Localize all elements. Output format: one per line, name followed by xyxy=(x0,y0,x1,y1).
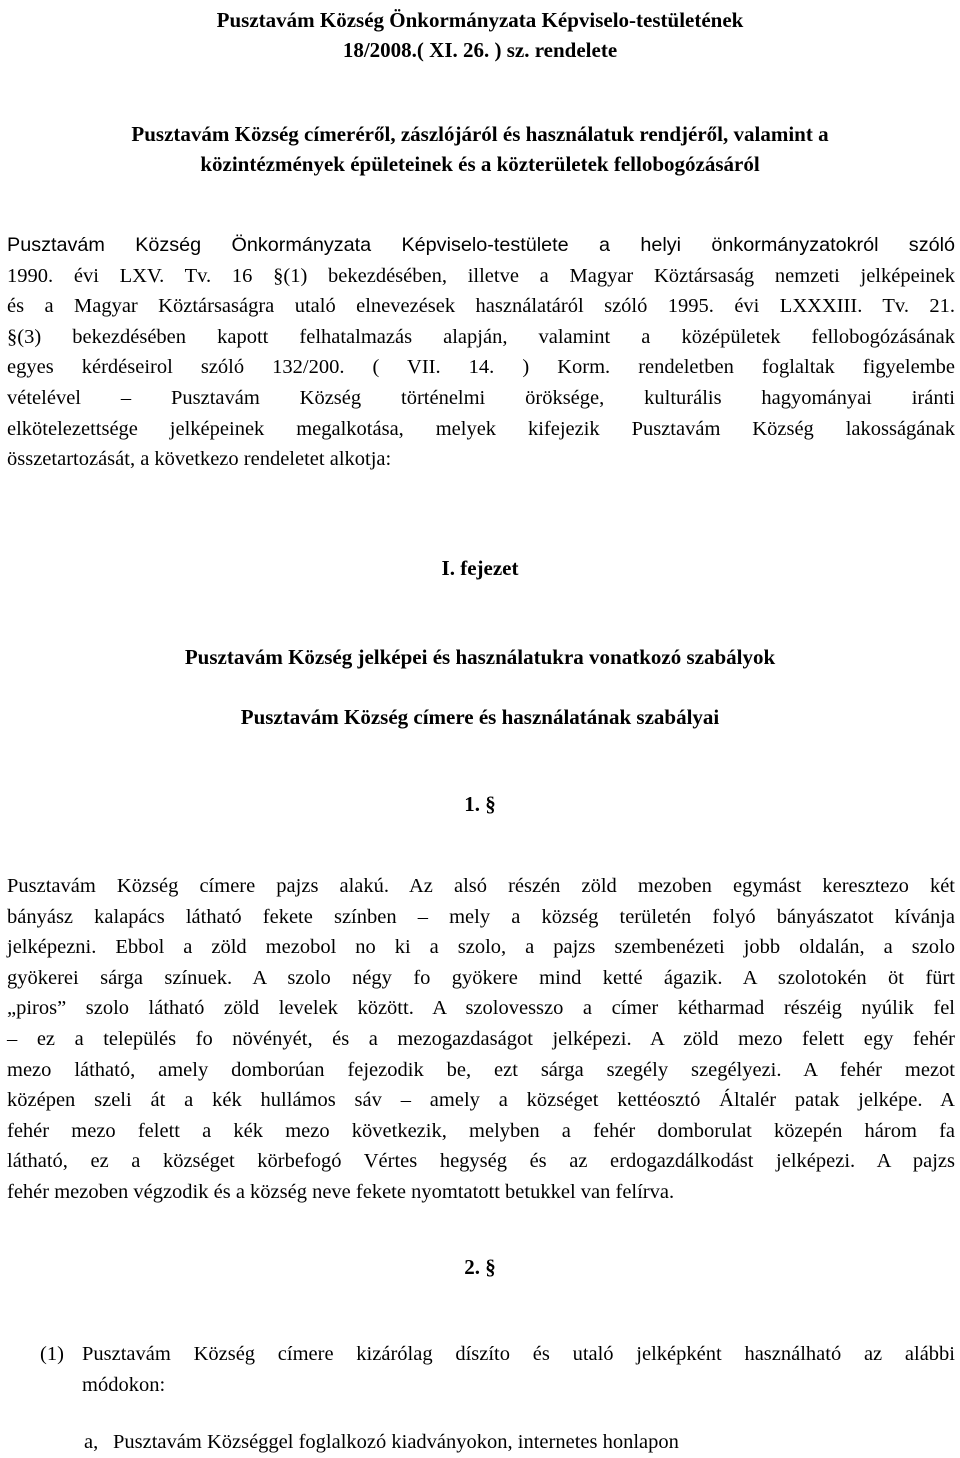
section-1-line: mezo látható, amely domborúan fejezodik be, ezt sárga szegély szegélyezi. A fehér mezot xyxy=(7,1058,955,1081)
section-1-line: gyökerei sárga színuek. A szolo négy fo gyökere mind ketté ágazik. A szolotokén öt fürt xyxy=(7,966,955,989)
preamble-line: összetartozását, a következo rendeletet alkotja: xyxy=(7,448,392,471)
preamble-line: egyes kérdéseirol szóló 132/200. ( VII. 14. ) Korm. rendeletben foglaltak figyelembe xyxy=(7,356,955,379)
list-item-text: Pusztavám Községgel foglalkozó kiadványokon, internetes honlapon xyxy=(113,1431,679,1453)
section-1-line: „piros” szolo látható zöld levelek között. A szolovesszo a címer kétharmad részéig nyúlik fel xyxy=(7,997,955,1020)
chapter-heading: I. fejezet xyxy=(441,556,519,580)
list-item-line: módokon: xyxy=(82,1373,166,1396)
chapter-subtitle: Pusztavám Község címere és használatának szabályai xyxy=(240,705,720,729)
section-1-heading: 1. § xyxy=(464,792,496,816)
preamble-line: vételével – Pusztavám Község történelmi öröksége, kulturális hagyományai iránti xyxy=(7,386,955,409)
section-1-line: bányász kalapács látható fekete színben – mely a község területén folyó bányászatot kívánja xyxy=(7,905,955,928)
section-1-line: középen szeli át a kék hullámos sáv – amely a községet kettéosztó Általér patak jelképe. A xyxy=(7,1089,955,1112)
section-1-line: Pusztavám Község címere pajzs alakú. Az alsó részén zöld mezoben egymást keresztezo két xyxy=(7,875,955,897)
section-1-line: fehér mezo felett a kék mezo következik, melyben a fehér domborulat közepén három fa xyxy=(7,1119,955,1142)
preamble-line: §(3) bekezdésében kapott felhatalmazás alapján, valamint a középületek fellobogózásának xyxy=(7,325,955,348)
list-item-letter: a, xyxy=(84,1431,99,1453)
document-subtitle-line1: Pusztavám Község címeréről, zászlójáról és használatuk rendjéről, valamint a xyxy=(131,122,829,146)
section-1-line: – ez a település fo növényét, és a mezogazdaságot jelképezi. A zöld mezo felett egy fehér xyxy=(7,1027,955,1050)
list-item-a xyxy=(84,1427,954,1458)
section-1-paragraph xyxy=(7,871,955,1208)
section-1-line: látható, ez a községet körbefogó Vértes hegység és az erdogazdálkodást jelképezi. A pajzs xyxy=(7,1150,955,1173)
section-1-line: fehér mezoben végzodik és a község neve fekete nyomtatott betukkel van felírva. xyxy=(7,1180,675,1203)
preamble-line: Pusztavám Község Önkormányzata Képviselo-testülete a helyi önkormányzatokról szóló xyxy=(7,234,955,256)
document-title-line1: Pusztavám Község Önkormányzata Képviselo-testületének xyxy=(216,8,744,32)
preamble-line: 1990. évi LXV. Tv. 16 §(1) bekezdésében, illetve a Magyar Köztársaság nemzeti jelképeinek xyxy=(7,264,955,287)
preamble-paragraph xyxy=(7,230,955,475)
list-item-number: (1) xyxy=(40,1343,64,1365)
list-item-body xyxy=(82,1339,955,1400)
list-item-line: Pusztavám Község címere kizárólag díszíto és utaló jelképként használható az alábbi xyxy=(82,1343,955,1365)
document-subtitle-line2: közintézmények épületeinek és a közterületek fellobogózásáról xyxy=(200,152,760,176)
list-item-1 xyxy=(40,1339,955,1400)
preamble-line: és a Magyar Köztársaságra utaló elnevezések használatáról szóló 1995. évi LXXXIII. Tv. 21. xyxy=(7,295,955,318)
document-title-line2: 18/2008.( XI. 26. ) sz. rendelete xyxy=(342,38,618,62)
preamble-line: elkötelezettsége jelképeinek megalkotása, melyek kifejezik Pusztavám Község lakosságának xyxy=(7,417,955,440)
section-2-heading: 2. § xyxy=(464,1255,496,1279)
section-1-line: jelképezni. Ebbol a zöld mezobol no ki a szolo, a pajzs szembenézeti jobb oldalán, a szolo xyxy=(7,936,955,959)
chapter-title: Pusztavám Község jelképei és használatukra vonatkozó szabályok xyxy=(184,645,776,669)
